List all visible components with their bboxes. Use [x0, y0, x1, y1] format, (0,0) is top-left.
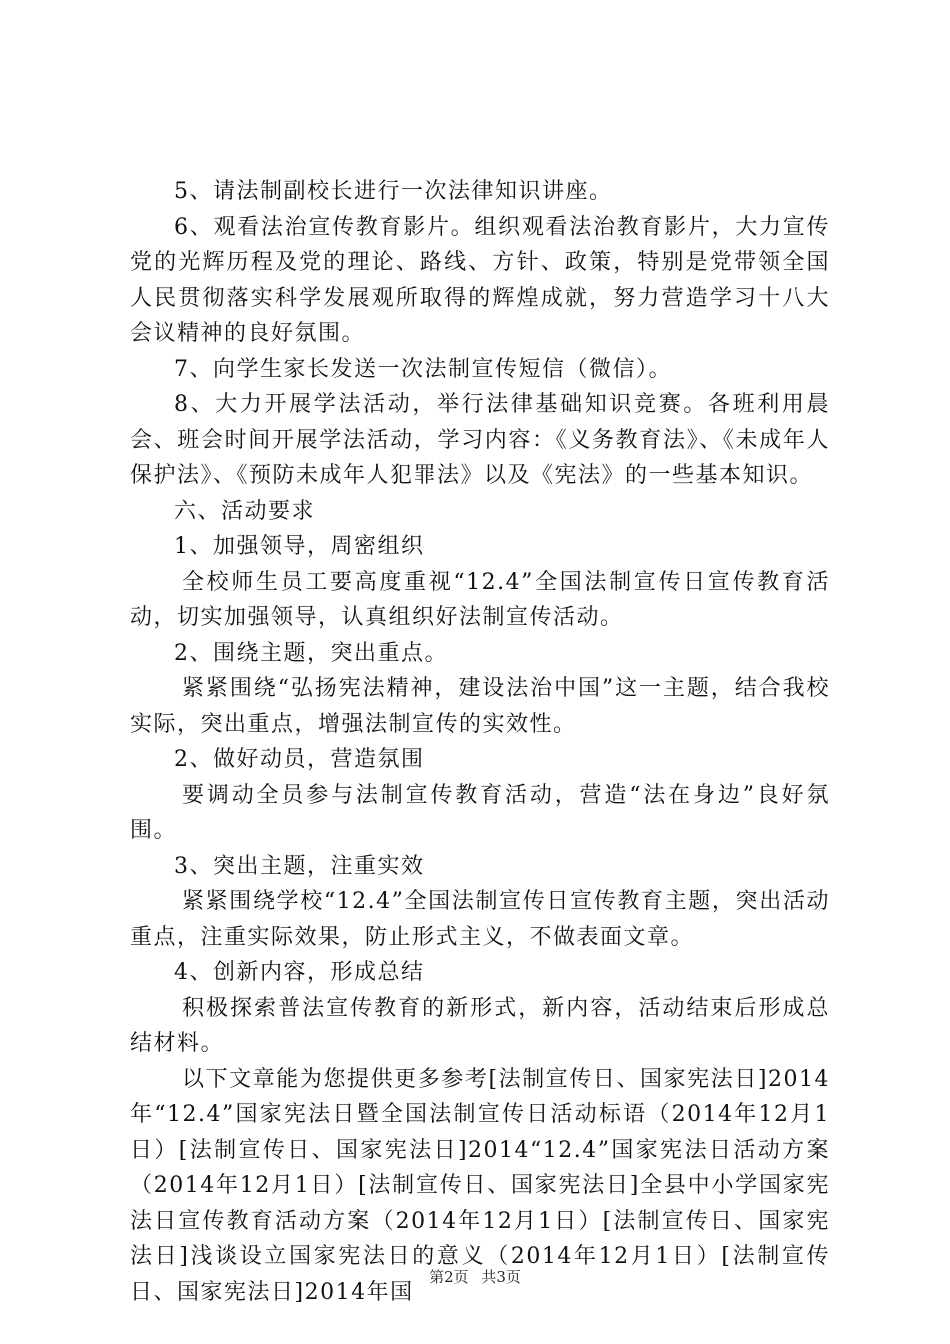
- section-6-heading: 六、活动要求: [174, 498, 316, 524]
- related-articles-paragraph: 以下文章能为您提供更多参考[法制宣传日、国家宪法日]2014年“12.4”国家宪法日暨全国法制宣传日活动标语（2014年12月1日）[法制宣传日、国家宪法日]2014“12.4”国家宪法日活动方案（2014年12月1日）[法制宣传日、国家宪法日]全县中小学国家宪法日宣传教育活动方案（2014年12月1日）[法制宣传日、国家宪法日]浅谈设立国家宪法日的意义（2014年12月1日）[法制宣传日、国家宪法日]2014年国: [130, 1066, 830, 1305]
- requirement-3-heading: 3、突出主题，注重实效: [174, 853, 425, 879]
- requirement-1-body: 全校师生员工要高度重视“12.4”全国法制宣传日宣传教育活动，切实加强领导，认真组织好法制宣传活动。: [130, 569, 830, 630]
- page-footer: [0, 1266, 950, 1287]
- requirement-4-heading: 4、创新内容，形成总结: [174, 960, 425, 985]
- page-number: 第2页: [429, 1268, 469, 1286]
- page-total: 共3页: [481, 1268, 521, 1286]
- item-6-paragraph: 6、观看法治宣传教育影片。组织观看法治教育影片，大力宣传党的光辉历程及党的理论、路线、方针、政策，特别是党带领全国人民贯彻落实科学发展观所取得的辉煌成就，努力营造学习十八大会议精神的良好氛围。: [130, 214, 830, 346]
- requirement-2b-body: 要调动全员参与法制宣传教育活动，营造“法在身边”良好氛围。: [130, 782, 830, 843]
- item-8-paragraph: 8、大力开展学法活动，举行法律基础知识竞赛。各班利用晨会、班会时间开展学法活动，学习内容：《义务教育法》、《未成年人保护法》、《预防未成年人犯罪法》以及《宪法》的一些基本知识。: [130, 392, 830, 488]
- document-body: [130, 174, 830, 1310]
- requirement-3-body: 紧紧围绕学校“12.4”全国法制宣传日宣传教育主题，突出活动重点，注重实际效果，防止形式主义，不做表面文章。: [130, 889, 830, 950]
- item-5-paragraph: 5、请法制副校长进行一次法律知识讲座。: [174, 179, 613, 204]
- requirement-2-heading: 2、围绕主题，突出重点。: [174, 640, 448, 666]
- requirement-2-body: 紧紧围绕“弘扬宪法精神，建设法治中国”这一主题，结合我校实际，突出重点，增强法制宣传的实效性。: [130, 676, 830, 737]
- requirement-1-heading: 1、加强领导，周密组织: [174, 534, 425, 559]
- item-7-paragraph: 7、向学生家长发送一次法制宣传短信（微信）。: [174, 356, 672, 382]
- requirement-2b-heading: 2、做好动员，营造氛围: [174, 747, 425, 772]
- requirement-4-body: 积极探索普法宣传教育的新形式，新内容，活动结束后形成总结材料。: [130, 995, 830, 1056]
